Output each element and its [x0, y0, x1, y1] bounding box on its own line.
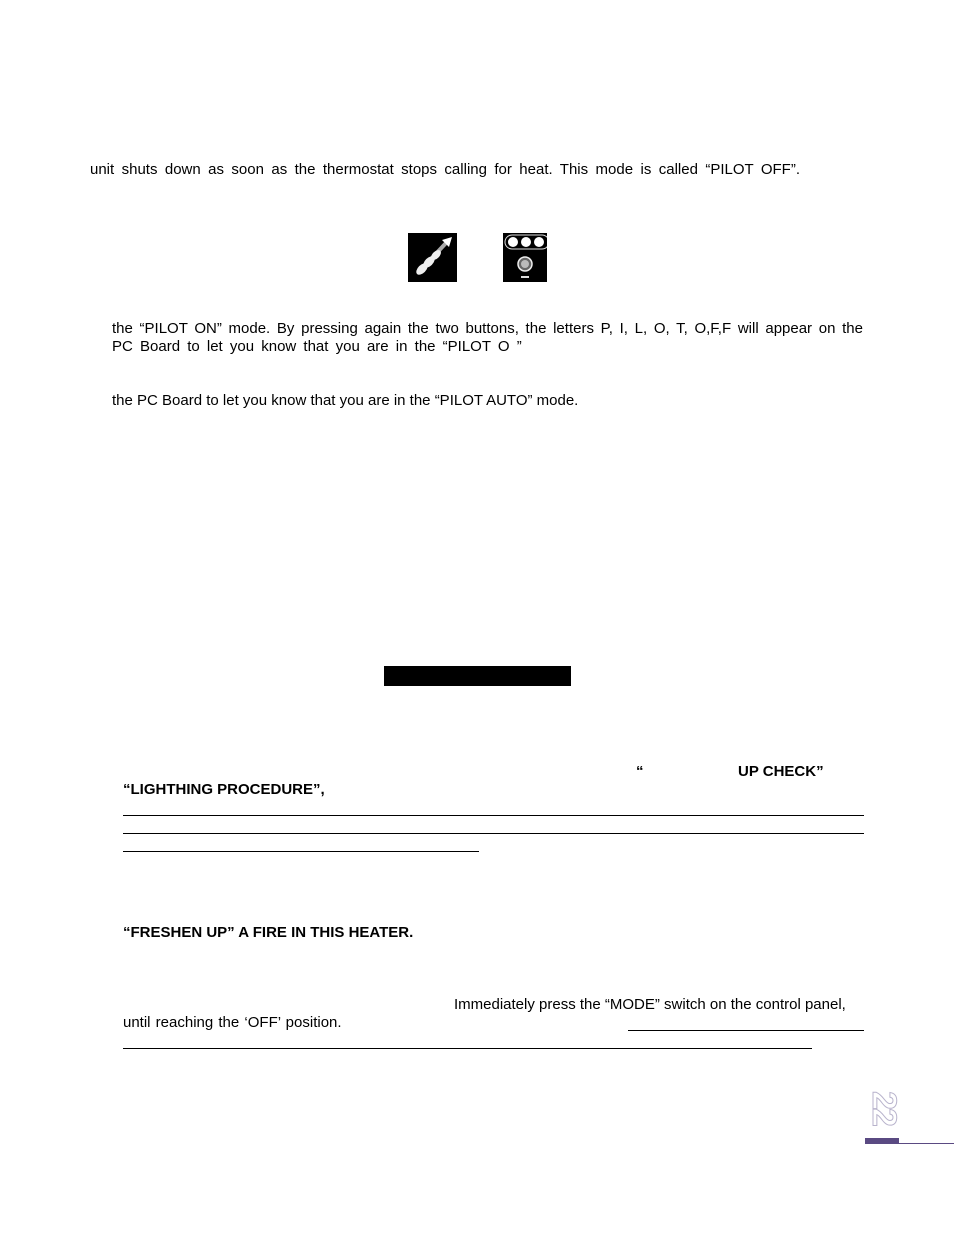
- section-heading-bar: [384, 666, 571, 686]
- underline-rule: [123, 833, 864, 834]
- until-off-text: until reaching the ‘OFF’ position.: [123, 1014, 342, 1031]
- underline-rule: [628, 1030, 864, 1031]
- up-check-text: UP CHECK”: [738, 763, 824, 780]
- footer-accent-line: [899, 1143, 954, 1144]
- footer-accent-block: [865, 1138, 899, 1144]
- underline-rule: [123, 1048, 812, 1049]
- paragraph-pilot-off: unit shuts down as soon as the thermostat stops calling for heat. This mode is called “PILOT OFF”.: [90, 161, 800, 178]
- page-number: 22: [865, 1091, 903, 1125]
- underline-rule: [123, 851, 479, 852]
- immediately-press-text: Immediately press the “MODE” switch on the control panel,: [454, 996, 846, 1013]
- paragraph-pilot-off-line: PC Board to let you know that you are in the “PILOT O ”: [112, 338, 522, 355]
- auger-icon: [408, 233, 457, 282]
- underline-rule: [123, 815, 864, 816]
- freshen-up-heading: “FRESHEN UP” A FIRE IN THIS HEATER.: [123, 924, 414, 941]
- quote-open: “: [636, 763, 644, 780]
- control-panel-icon: [503, 233, 547, 282]
- paragraph-pilot-auto: the PC Board to let you know that you are in the “PILOT AUTO” mode.: [112, 392, 579, 409]
- lighting-procedure-text: “LIGHTHING PROCEDURE”,: [123, 781, 325, 798]
- paragraph-pilot-on: the “PILOT ON” mode. By pressing again the two buttons, the letters P, I, L, O, T, O,F,F will appear on the: [112, 320, 863, 337]
